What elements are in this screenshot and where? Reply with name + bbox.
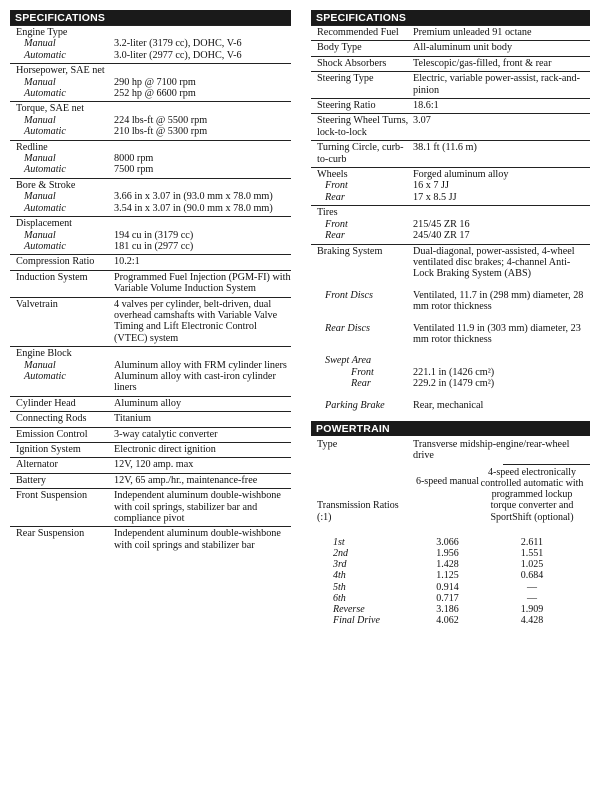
automatic-ratio: 1.909 (520, 604, 544, 616)
connecting-rods-section (10, 411, 291, 426)
row-value: 3.07 (413, 115, 431, 127)
row-value: 224 lbs-ft @ 5500 rpm (114, 114, 208, 126)
manual-ratio: 4.062 (436, 615, 459, 627)
valvetrain-section (10, 297, 291, 347)
row-label: Manual (24, 38, 56, 50)
engine-type-section (10, 25, 291, 63)
row-value: 10.2:1 (114, 256, 140, 268)
row-value: Independent aluminum double-wishbone with coil springs and stabilizer bar (114, 528, 281, 551)
row-label: Shock Absorbers (317, 57, 387, 69)
row-label: Steering Ratio (317, 100, 376, 112)
fuel-section (311, 25, 590, 40)
row-label: Type (317, 438, 338, 450)
steering-ratio-section (311, 98, 590, 113)
row-label: Parking Brake (325, 399, 385, 411)
row-label: Front (351, 366, 374, 378)
steering-type-section (311, 71, 590, 98)
row-label: Wheels (317, 169, 348, 181)
row-label: Automatic (24, 164, 66, 176)
induction-section (10, 270, 291, 297)
row-value: Aluminum alloy with cast-iron cylinder liners (114, 370, 276, 394)
row-value: 8000 rpm (114, 153, 154, 165)
row-label: Steering Wheel Turns, lock-to-lock (317, 115, 409, 138)
row-label: Manual (24, 76, 56, 88)
alternator-section (10, 457, 291, 472)
ignition-section (10, 442, 291, 457)
row-label: Automatic (24, 370, 66, 382)
torque-section (10, 101, 291, 139)
row-label: Alternator (16, 459, 58, 471)
row-label: Valvetrain (16, 298, 58, 310)
row-label: Emission Control (16, 428, 88, 440)
powertrain-header: POWERTRAIN (311, 421, 590, 436)
row-label: Braking System (317, 245, 383, 257)
row-label: Battery (16, 474, 46, 486)
turning-circle-section (311, 140, 590, 167)
row-label: Rear Discs (325, 322, 370, 334)
row-value: 210 lbs-ft @ 5300 rpm (114, 126, 208, 138)
row-label: Cylinder Head (16, 397, 76, 409)
row-value: Programmed Fuel Injection (PGM-FI) with Variable Volume Induction System (114, 271, 291, 295)
compression-section (10, 254, 291, 269)
steering-turns-section (311, 113, 590, 140)
row-value: 3.54 in x 3.07 in (90.0 mm x 78.0 mm) (114, 202, 273, 214)
left-spec-column (10, 0, 291, 553)
row-label: Manual (24, 191, 56, 203)
row-label: Front (325, 218, 348, 230)
gear-ratio-row (311, 548, 590, 559)
row-value: All-aluminum unit body (413, 42, 513, 54)
row-value: Forged aluminum alloy (413, 169, 509, 181)
row-value: Electronic direct ignition (114, 444, 216, 455)
specifications-header-right: SPECIFICATIONS (311, 10, 590, 25)
bore-stroke-section (10, 178, 291, 216)
row-value: 4 valves per cylinder, belt-driven, dual overhead camshafts with Variable Valve Timing and Lift Electronic Control (VTEC) system (114, 298, 278, 344)
automatic-ratio: — (527, 592, 537, 604)
tires-section (311, 205, 590, 243)
row-label: Body Type (317, 42, 362, 54)
row-value: 7500 rpm (114, 164, 154, 176)
gear-label: 5th (333, 581, 346, 593)
manual-ratio: 1.125 (436, 570, 459, 582)
manual-ratio: 1.956 (436, 548, 459, 559)
row-label: Manual (24, 114, 56, 126)
row-label: Rear (325, 230, 345, 242)
engine-block-section (10, 346, 291, 396)
row-label: Turning Circle, curb-to-curb (317, 142, 404, 165)
gear-label: 2nd (333, 548, 348, 559)
row-value: Ventilated, 11.7 in (298 mm) diameter, 28 mm rotor thickness (413, 289, 584, 313)
wheels-section (311, 167, 590, 205)
right-spec-column (311, 0, 590, 626)
row-value: Premium unleaded 91 octane (413, 27, 532, 38)
row-value: 3-way catalytic converter (114, 428, 218, 440)
gear-label: 6th (333, 592, 346, 604)
row-value: 229.2 in (1479 cm²) (413, 378, 495, 390)
automatic-ratio: 4.428 (520, 615, 544, 627)
gear-label: Reverse (333, 604, 365, 616)
row-label: Manual (24, 229, 56, 241)
horsepower-section (10, 63, 291, 101)
row-label: Swept Area (325, 355, 372, 367)
automatic-ratio: 0.684 (520, 570, 544, 582)
shocks-section (311, 56, 590, 71)
specifications-header-left: SPECIFICATIONS (10, 10, 291, 25)
row-value: Transverse midship-engine/rear-wheel drive (413, 438, 570, 462)
row-value: 3.66 in x 3.07 in (93.0 mm x 78.0 mm) (114, 191, 273, 203)
gear-ratio-row (311, 593, 590, 604)
section-label: Tires (317, 207, 338, 219)
section-label: Engine Type (16, 27, 68, 38)
row-value: Ventilated 11.9 in (303 mm) diameter, 23 mm rotor thickness (413, 322, 581, 345)
row-value: 215/45 ZR 16 (413, 218, 470, 230)
row-label: Rear (351, 378, 371, 390)
row-value: 3.2-liter (3179 cc), DOHC, V-6 (114, 38, 242, 50)
row-value: 38.1 ft (11.6 m) (413, 142, 477, 154)
manual-ratio: 0.914 (436, 581, 459, 593)
transmission-label: Transmission Ratios (:1) (317, 500, 399, 523)
row-label: Recommended Fuel (317, 27, 399, 38)
row-label: Compression Ratio (16, 256, 95, 268)
redline-section (10, 140, 291, 178)
automatic-ratio: — (527, 581, 537, 593)
gear-label: Final Drive (333, 615, 380, 627)
row-label: Front Discs (325, 289, 374, 301)
row-value: Rear, mechanical (413, 399, 484, 411)
cylinder-head-section (10, 396, 291, 411)
manual-ratio: 3.186 (436, 604, 459, 616)
row-value: Telescopic/gas-filled, front & rear (413, 57, 552, 69)
row-label: Manual (24, 359, 56, 371)
row-label: Induction System (16, 271, 88, 283)
row-value: 181 cu in (2977 cc) (114, 240, 194, 252)
body-type-section (311, 40, 590, 55)
powertrain-type-section (311, 436, 590, 464)
section-label: Engine Block (16, 348, 72, 360)
gear-ratio-row (311, 537, 590, 548)
front-suspension-section (10, 488, 291, 526)
manual-column-header: 6-speed manual (415, 475, 480, 487)
row-value: 290 hp @ 7100 rpm (114, 76, 196, 88)
row-value: 3.0-liter (2977 cc), DOHC, V-6 (114, 49, 242, 61)
gear-ratio-row (311, 570, 590, 581)
rear-suspension-section (10, 526, 291, 553)
row-label: Front Suspension (16, 490, 88, 502)
row-value: Dual-diagonal, power-assisted, 4-wheel ventilated disc brakes; 4-channel Anti-Lock Braking System (ABS) (413, 245, 575, 280)
section-label: Horsepower, SAE net (16, 65, 105, 77)
displacement-section (10, 216, 291, 254)
automatic-ratio: 1.025 (520, 559, 544, 571)
gear-ratio-row (311, 559, 590, 570)
row-label: Connecting Rods (16, 413, 87, 425)
row-label: Automatic (24, 202, 66, 214)
gear-ratio-row (311, 604, 590, 615)
row-label: Automatic (24, 49, 66, 61)
row-value: 245/40 ZR 17 (413, 230, 470, 242)
row-value: 221.1 in (1426 cm²) (413, 366, 495, 378)
row-label: Manual (24, 153, 56, 165)
row-value: 17 x 8.5 JJ (413, 191, 457, 203)
row-label: Steering Type (317, 73, 374, 85)
transmission-table (311, 465, 590, 627)
row-value: 16 x 7 JJ (413, 180, 449, 192)
row-value: 12V, 120 amp. max (114, 459, 194, 471)
section-label: Torque, SAE net (16, 103, 85, 115)
section-label: Bore & Stroke (16, 179, 76, 191)
manual-ratio: 3.066 (436, 536, 459, 548)
row-label: Automatic (24, 126, 66, 138)
emission-section (10, 427, 291, 442)
row-value: 252 hp @ 6600 rpm (114, 88, 196, 100)
gear-label: 4th (333, 570, 346, 582)
section-label: Redline (16, 141, 48, 153)
row-label: Automatic (24, 88, 66, 100)
section-label: Displacement (16, 218, 73, 230)
row-value: Aluminum alloy with FRM cylinder liners (114, 359, 287, 371)
manual-ratio: 1.428 (436, 559, 459, 571)
gear-label: 3rd (333, 559, 347, 571)
automatic-column-header: 4-speed electronically controlled automatic with programmed lockup torque converter and SportShift (optional) (480, 466, 584, 523)
row-label: Front (325, 180, 348, 192)
row-value: Electric, variable power-assist, rack-and-pinion (413, 73, 580, 96)
row-value: 194 cu in (3179 cc) (114, 229, 194, 241)
gear-ratio-row (311, 615, 590, 626)
row-label: Automatic (24, 240, 66, 252)
row-value: Independent aluminum double-wishbone with coil springs, stabilizer bar and compliance pivot (114, 490, 281, 525)
row-value: Aluminum alloy (114, 397, 182, 409)
row-value: Titanium (114, 413, 151, 425)
row-label: Rear (325, 191, 345, 203)
gear-ratio-row (311, 582, 590, 593)
automatic-ratio: 2.611 (520, 536, 544, 548)
row-label: Ignition System (16, 444, 81, 455)
row-value: 18.6:1 (413, 100, 439, 112)
row-value: 12V, 65 amp./hr., maintenance-free (114, 474, 258, 486)
automatic-ratio: 1.551 (520, 548, 544, 559)
row-label: Rear Suspension (16, 528, 85, 540)
braking-section (311, 244, 590, 417)
gear-label: 1st (333, 536, 345, 548)
manual-ratio: 0.717 (436, 592, 459, 604)
battery-section (10, 473, 291, 488)
